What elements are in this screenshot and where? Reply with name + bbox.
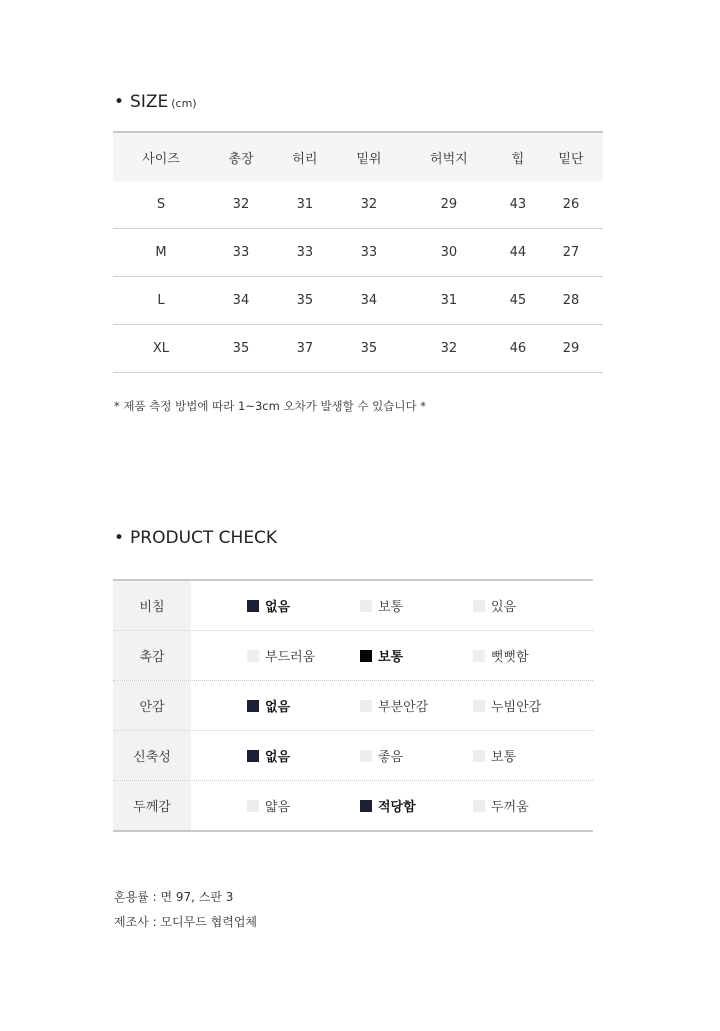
unchecked-square-icon — [473, 800, 485, 812]
cell: 33 — [337, 229, 401, 277]
check-option-label: 보통 — [378, 600, 404, 615]
unchecked-square-icon — [360, 750, 372, 762]
header-thigh: 허벅지 — [401, 132, 497, 181]
unchecked-square-icon — [360, 600, 372, 612]
checked-square-icon — [247, 600, 259, 612]
unchecked-square-icon — [360, 700, 372, 712]
check-option-selected — [247, 596, 290, 615]
check-option-selected — [247, 746, 290, 765]
bullet: • — [114, 528, 125, 548]
size-table-header — [113, 132, 603, 181]
cell: M — [113, 229, 209, 277]
check-option-label: 얇음 — [265, 800, 291, 815]
cell: 43 — [497, 181, 539, 229]
cell: S — [113, 181, 209, 229]
check-option-label: 부분안감 — [378, 700, 429, 715]
cell: 29 — [539, 325, 603, 373]
cell: 34 — [337, 277, 401, 325]
checked-square-icon — [360, 650, 372, 662]
check-option-label: 보통 — [491, 750, 517, 765]
check-option — [473, 696, 541, 715]
cell: 35 — [273, 277, 337, 325]
check-option-selected — [360, 646, 403, 665]
header-size: 사이즈 — [113, 132, 209, 181]
check-option-selected — [360, 796, 416, 815]
check-row-label: 신축성 — [113, 731, 191, 780]
cell: 31 — [273, 181, 337, 229]
check-row — [113, 780, 593, 830]
cell: 34 — [209, 277, 273, 325]
check-option-label: 없음 — [265, 600, 291, 615]
cell: 29 — [401, 181, 497, 229]
check-row-label: 비침 — [113, 581, 191, 630]
check-row — [113, 680, 593, 730]
unchecked-square-icon — [473, 600, 485, 612]
cell: 44 — [497, 229, 539, 277]
check-option — [247, 646, 315, 665]
unchecked-square-icon — [473, 650, 485, 662]
measurement-note: * 제품 측정 방법에 따라 1~3cm 오차가 발생할 수 있습니다 * — [114, 399, 427, 413]
header-length: 총장 — [209, 132, 273, 181]
check-row — [113, 730, 593, 780]
size-section-title — [114, 92, 197, 112]
table-row — [113, 277, 603, 325]
checked-square-icon — [247, 700, 259, 712]
table-row — [113, 325, 603, 373]
cell: 33 — [209, 229, 273, 277]
cell: 33 — [273, 229, 337, 277]
check-option — [247, 796, 290, 815]
check-option — [360, 596, 403, 615]
check-section-title — [114, 528, 277, 548]
cell: 35 — [209, 325, 273, 373]
check-option-label: 없음 — [265, 700, 291, 715]
check-option-label: 두꺼움 — [491, 800, 529, 815]
check-option — [360, 746, 403, 765]
check-option-label: 부드러움 — [265, 650, 316, 665]
check-option — [473, 646, 529, 665]
header-hem: 밑단 — [539, 132, 603, 181]
header-waist: 허리 — [273, 132, 337, 181]
check-option — [360, 696, 428, 715]
check-row — [113, 581, 593, 630]
maker-info: 제조사 : 모디무드 협력업체 — [114, 915, 257, 929]
checked-square-icon — [247, 750, 259, 762]
check-row-label: 두께감 — [113, 781, 191, 830]
check-option-label: 누빔안감 — [491, 700, 542, 715]
cell: 35 — [337, 325, 401, 373]
check-option-label: 있음 — [491, 600, 517, 615]
cell: XL — [113, 325, 209, 373]
unchecked-square-icon — [473, 750, 485, 762]
size-unit: (cm) — [171, 97, 197, 110]
cell: 45 — [497, 277, 539, 325]
material-info: 혼용률 : 면 97, 스판 3 — [114, 890, 234, 904]
header-hip: 힙 — [497, 132, 539, 181]
check-option-selected — [247, 696, 290, 715]
table-row — [113, 181, 603, 229]
header-rise: 밑위 — [337, 132, 401, 181]
unchecked-square-icon — [247, 800, 259, 812]
unchecked-square-icon — [473, 700, 485, 712]
check-option — [473, 596, 516, 615]
check-option-label: 없음 — [265, 750, 291, 765]
cell: 32 — [401, 325, 497, 373]
check-option-label: 보통 — [378, 650, 404, 665]
check-row-label: 안감 — [113, 681, 191, 730]
cell: 26 — [539, 181, 603, 229]
cell: L — [113, 277, 209, 325]
check-row-label: 촉감 — [113, 631, 191, 680]
cell: 32 — [337, 181, 401, 229]
cell: 31 — [401, 277, 497, 325]
check-option-label: 좋음 — [378, 750, 404, 765]
cell: 32 — [209, 181, 273, 229]
product-check-table — [113, 579, 593, 832]
cell: 27 — [539, 229, 603, 277]
cell: 30 — [401, 229, 497, 277]
check-option-label: 적당함 — [378, 800, 416, 815]
cell: 28 — [539, 277, 603, 325]
size-title-text: SIZE — [130, 92, 169, 112]
size-table — [113, 131, 603, 373]
cell: 46 — [497, 325, 539, 373]
unchecked-square-icon — [247, 650, 259, 662]
check-title-text: PRODUCT CHECK — [130, 528, 278, 548]
check-option — [473, 746, 516, 765]
checked-square-icon — [360, 800, 372, 812]
cell: 37 — [273, 325, 337, 373]
check-option — [473, 796, 529, 815]
check-option-label: 뻣뻣함 — [491, 650, 529, 665]
bullet: • — [114, 92, 125, 112]
table-row — [113, 229, 603, 277]
check-row — [113, 630, 593, 680]
